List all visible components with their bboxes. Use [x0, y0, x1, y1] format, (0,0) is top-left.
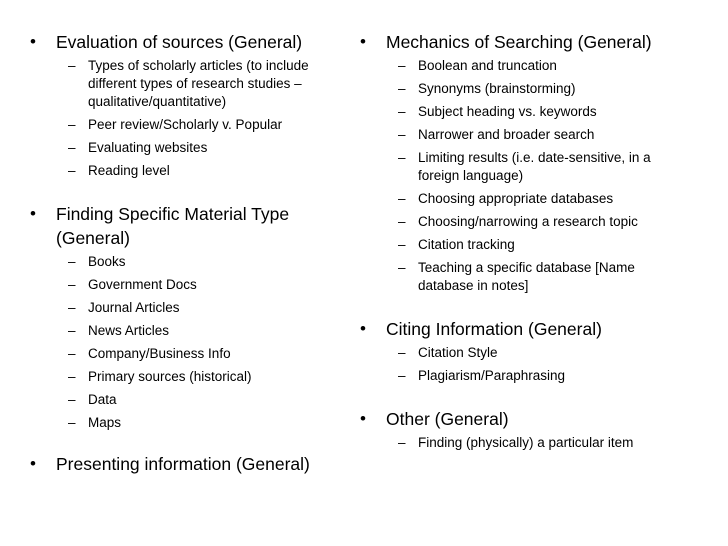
list-item — [56, 57, 340, 111]
right-column — [360, 30, 690, 474]
list-item-text: Evaluating websites — [88, 140, 208, 155]
section-finding-specific-material — [30, 202, 340, 432]
dash-icon: – — [68, 415, 76, 430]
list-item — [56, 276, 340, 294]
list-item — [386, 80, 690, 98]
left-column — [30, 30, 340, 498]
list-item — [386, 149, 690, 185]
list-item-text: Citation tracking — [418, 237, 515, 252]
sub-list — [56, 253, 340, 432]
list-item-text: Plagiarism/Paraphrasing — [418, 368, 566, 383]
list-item — [386, 259, 690, 295]
list-item-text: Types of scholarly articles (to include different types of research studies – qualitative/quantitative) — [88, 58, 309, 109]
list-item — [386, 344, 690, 362]
list-item-text: Teaching a specific database [Name database in notes] — [418, 260, 635, 293]
list-item — [56, 414, 340, 432]
bullet-icon: • — [360, 32, 366, 51]
section-heading: Evaluation of sources (General) — [56, 32, 303, 52]
list-item-text: Data — [88, 392, 117, 407]
sub-list — [386, 434, 690, 452]
list-item — [56, 368, 340, 386]
bullet-icon: • — [360, 409, 366, 428]
dash-icon: – — [398, 104, 406, 119]
dash-icon: – — [398, 368, 406, 383]
list-item — [56, 162, 340, 180]
list-item — [56, 322, 340, 340]
list-item — [386, 57, 690, 75]
sub-list — [56, 57, 340, 180]
list-item-text: Choosing/narrowing a research topic — [418, 214, 638, 229]
list-item-text: Finding (physically) a particular item — [418, 435, 634, 450]
dash-icon: – — [68, 323, 76, 338]
list-item-text: Company/Business Info — [88, 346, 231, 361]
list-item — [386, 434, 690, 452]
section-mechanics-of-searching — [360, 30, 690, 295]
list-item-text: Primary sources (historical) — [88, 369, 252, 384]
dash-icon: – — [68, 346, 76, 361]
section-other — [360, 407, 690, 452]
dash-icon: – — [398, 150, 406, 165]
list-item-text: Synonyms (brainstorming) — [418, 81, 576, 96]
list-item-text: Journal Articles — [88, 300, 180, 315]
dash-icon: – — [398, 127, 406, 142]
list-item-text: News Articles — [88, 323, 170, 338]
list-item — [56, 253, 340, 271]
list-item-text: Limiting results (i.e. date-sensitive, in a foreign language) — [418, 150, 651, 183]
dash-icon: – — [398, 214, 406, 229]
dash-icon: – — [398, 260, 406, 275]
list-item — [56, 391, 340, 409]
dash-icon: – — [398, 237, 406, 252]
section-heading: Mechanics of Searching (General) — [386, 32, 652, 52]
section-heading: Finding Specific Material Type (General) — [56, 204, 290, 248]
bullet-icon: • — [360, 319, 366, 338]
dash-icon: – — [68, 117, 76, 132]
bullet-icon: • — [30, 454, 36, 473]
dash-icon: – — [398, 435, 406, 450]
list-item — [56, 116, 340, 134]
list-item-text: Boolean and truncation — [418, 58, 557, 73]
dash-icon: – — [398, 81, 406, 96]
bullet-icon: • — [30, 32, 36, 51]
list-item — [56, 299, 340, 317]
dash-icon: – — [68, 392, 76, 407]
dash-icon: – — [68, 163, 76, 178]
list-item-text: Citation Style — [418, 345, 498, 360]
dash-icon: – — [398, 345, 406, 360]
dash-icon: – — [398, 191, 406, 206]
list-item — [386, 103, 690, 121]
list-item — [386, 126, 690, 144]
sub-list — [386, 57, 690, 295]
list-item-text: Books — [88, 254, 126, 269]
list-item-text: Reading level — [88, 163, 170, 178]
dash-icon: – — [68, 58, 76, 73]
dash-icon: – — [68, 369, 76, 384]
section-evaluation-of-sources — [30, 30, 340, 180]
list-item — [56, 345, 340, 363]
bullet-icon: • — [30, 204, 36, 223]
list-item — [386, 367, 690, 385]
section-presenting-information — [30, 452, 340, 476]
section-citing-information — [360, 317, 690, 385]
dash-icon: – — [68, 300, 76, 315]
dash-icon: – — [68, 140, 76, 155]
dash-icon: – — [68, 254, 76, 269]
list-item — [56, 139, 340, 157]
list-item-text: Choosing appropriate databases — [418, 191, 614, 206]
section-heading: Other (General) — [386, 409, 509, 429]
list-item-text: Peer review/Scholarly v. Popular — [88, 117, 283, 132]
section-heading: Citing Information (General) — [386, 319, 602, 339]
list-item — [386, 190, 690, 208]
section-heading: Presenting information (General) — [56, 454, 310, 474]
list-item-text: Narrower and broader search — [418, 127, 595, 142]
list-item-text: Maps — [88, 415, 122, 430]
sub-list — [386, 344, 690, 385]
list-item — [386, 236, 690, 254]
dash-icon: – — [68, 277, 76, 292]
dash-icon: – — [398, 58, 406, 73]
list-item-text: Government Docs — [88, 277, 197, 292]
list-item — [386, 213, 690, 231]
list-item-text: Subject heading vs. keywords — [418, 104, 597, 119]
